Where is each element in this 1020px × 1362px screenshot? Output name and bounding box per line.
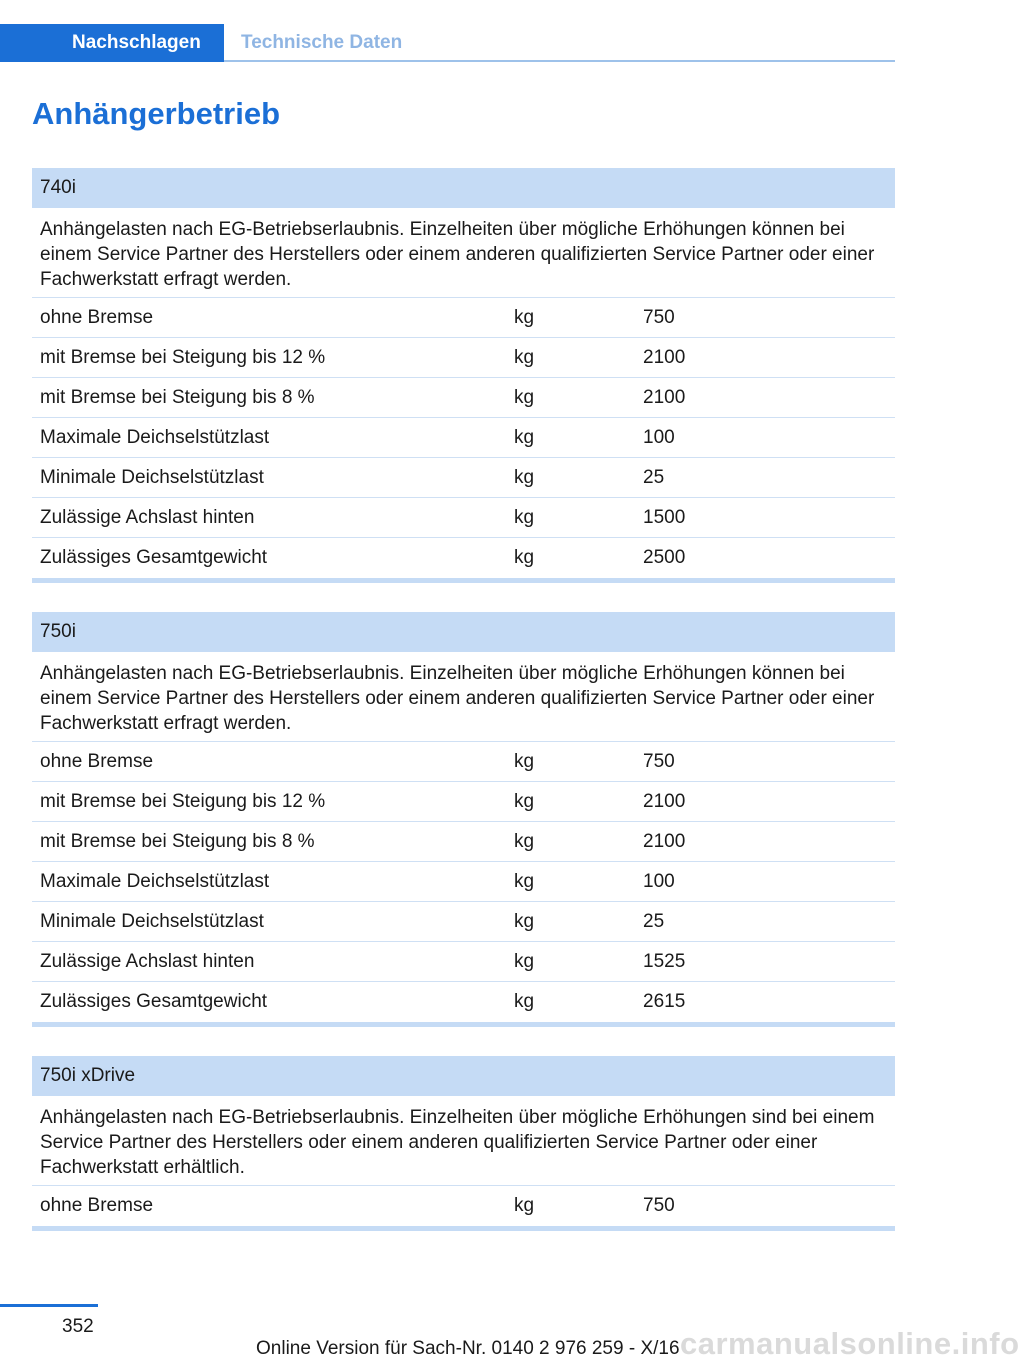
spec-rows [32,298,895,578]
row-value: 2100 [643,791,686,812]
row-label: Minimale Deichselstützlast [40,467,264,488]
row-label: Zulässiges Gesamtgewicht [40,991,268,1012]
row-unit: kg [514,871,535,892]
row-unit: kg [514,951,535,972]
spec-rows [32,742,895,1022]
header-tabs [0,24,895,62]
row-unit: kg [514,427,535,448]
row-label: ohne Bremse [40,751,154,772]
page-title: Anhängerbetrieb [32,96,281,131]
tab-technische-daten[interactable]: Technische Daten [241,32,403,53]
row-unit: kg [514,831,535,852]
row-unit: kg [514,547,535,568]
model-header: 750i [32,612,895,652]
spec-table-750i-xdrive [32,1056,895,1231]
section-description: Anhängelasten nach EG-Betriebserlaubnis. Einzelheiten über mögliche Erhöhungen sind bei einem Service Partner des Herstellers oder einem anderen qualifizierten Service Partner oder einer Fachwerkstatt erhältlich. [32,1096,895,1186]
row-label: Zulässige Achslast hinten [40,951,255,972]
table-row [32,538,895,578]
row-label: Zulässiges Gesamtgewicht [40,547,268,568]
section-description: Anhängelasten nach EG-Betriebserlaubnis. Einzelheiten über mögliche Erhöhungen können bei einem Service Partner des Herstellers oder einem anderen qualifizierten Service Partner oder einer Fachwerkstatt erfragt werden. [32,652,895,742]
row-label: mit Bremse bei Steigung bis 12 % [40,791,326,812]
page-number: 352 [62,1316,94,1337]
row-unit: kg [514,911,535,932]
table-row [32,982,895,1022]
row-value: 100 [643,427,675,448]
table-row [32,1186,895,1226]
row-unit: kg [514,307,535,328]
tab-nachschlagen[interactable]: Nachschlagen [0,24,224,62]
row-value: 25 [643,911,665,932]
table-row [32,902,895,942]
table-row [32,298,895,338]
section-end-bar [32,1226,895,1231]
table-row [32,782,895,822]
spec-table-750i [32,612,895,1027]
table-row [32,942,895,982]
watermark: carmanualsonline.info [680,1326,1020,1361]
model-header: 740i [32,168,895,208]
table-row [32,378,895,418]
row-unit: kg [514,1195,535,1216]
row-value: 2615 [643,991,686,1012]
table-row [32,742,895,782]
row-label: Maximale Deichselstützlast [40,427,270,448]
spec-rows [32,1186,895,1226]
footer-version-text: Online Version für Sach-Nr. 0140 2 976 259 - X/16 [256,1338,680,1359]
row-value: 1500 [643,507,686,528]
row-unit: kg [514,791,535,812]
row-value: 100 [643,871,675,892]
section-description: Anhängelasten nach EG-Betriebserlaubnis. Einzelheiten über mögliche Erhöhungen können bei einem Service Partner des Herstellers oder einem anderen qualifizierten Service Partner oder einer Fachwerkstatt erfragt werden. [32,208,895,298]
row-unit: kg [514,507,535,528]
row-unit: kg [514,347,535,368]
row-unit: kg [514,387,535,408]
row-unit: kg [514,991,535,1012]
spec-table-740i [32,168,895,583]
table-row [32,822,895,862]
row-label: mit Bremse bei Steigung bis 8 % [40,831,315,852]
row-value: 750 [643,751,675,772]
section-end-bar [32,578,895,583]
row-unit: kg [514,467,535,488]
table-row [32,418,895,458]
row-unit: kg [514,751,535,772]
row-value: 2500 [643,547,686,568]
table-row [32,862,895,902]
row-label: ohne Bremse [40,307,154,328]
row-value: 25 [643,467,665,488]
row-value: 1525 [643,951,686,972]
table-row [32,458,895,498]
row-value: 2100 [643,387,686,408]
row-value: 750 [643,307,675,328]
row-value: 750 [643,1195,675,1216]
row-label: ohne Bremse [40,1195,154,1216]
section-end-bar [32,1022,895,1027]
model-header: 750i xDrive [32,1056,895,1096]
row-label: mit Bremse bei Steigung bis 8 % [40,387,315,408]
footer-accent-line [0,1304,98,1307]
table-row [32,338,895,378]
row-label: Minimale Deichselstützlast [40,911,264,932]
row-label: Zulässige Achslast hinten [40,507,255,528]
row-value: 2100 [643,347,686,368]
row-label: Maximale Deichselstützlast [40,871,270,892]
table-row [32,498,895,538]
row-value: 2100 [643,831,686,852]
row-label: mit Bremse bei Steigung bis 12 % [40,347,326,368]
